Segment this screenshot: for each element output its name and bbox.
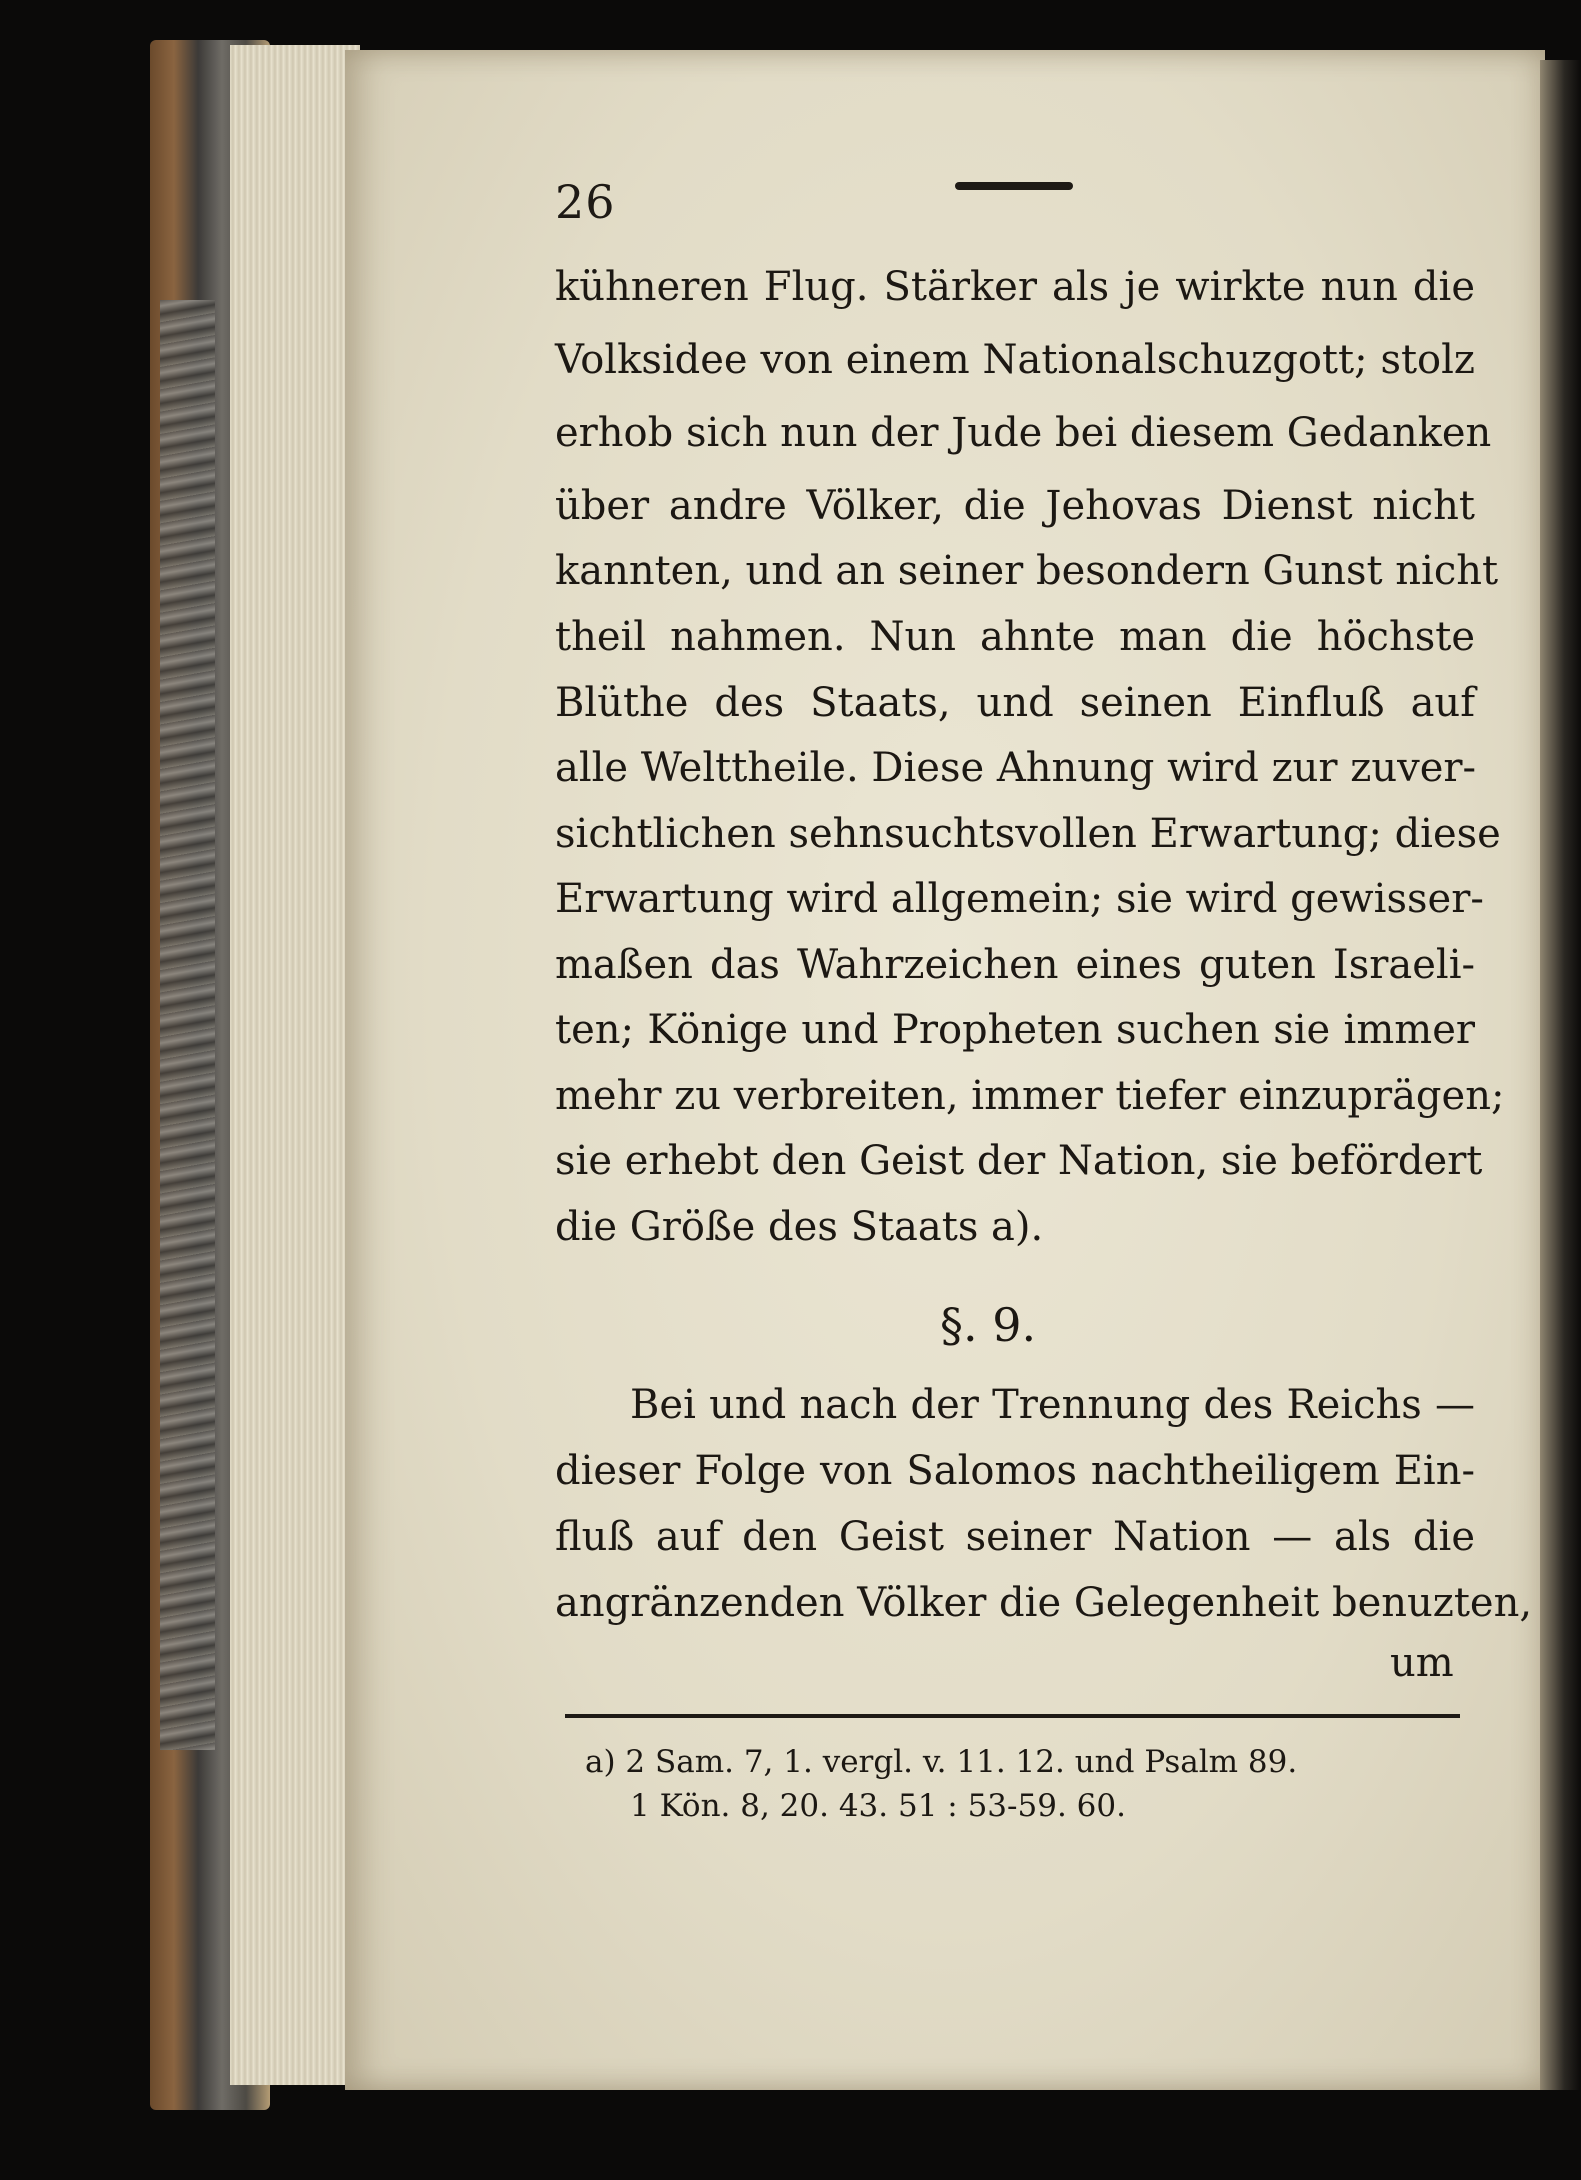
text-line: alle Welttheile. Diese Ahnung wird zur zuver- — [555, 745, 1476, 791]
text-line: theil nahmen. Nun ahnte man die höchste — [555, 614, 1475, 660]
text-line: sie erhebt den Geist der Nation, sie befördert — [555, 1138, 1483, 1184]
gutter-shadow — [1540, 60, 1581, 2090]
page-number: 26 — [555, 175, 616, 229]
text-line: angränzenden Völker die Gelegenheit benuzten, — [555, 1580, 1533, 1626]
page-stack — [230, 45, 360, 2085]
text-line: maßen das Wahrzeichen eines guten Israeli- — [555, 942, 1475, 988]
header-rule — [955, 182, 1073, 190]
text-line: kannten, und an seiner besondern Gunst nicht — [555, 548, 1499, 594]
text-line: Erwartung wird allgemein; sie wird gewisser- — [555, 876, 1484, 922]
text-line: erhob sich nun der Jude bei diesem Gedanken — [555, 410, 1492, 456]
text-line: mehr zu verbreiten, immer tiefer einzuprägen; — [555, 1073, 1505, 1119]
section-heading: §. 9. — [940, 1298, 1037, 1352]
text-line: Bei und nach der Trennung des Reichs — — [630, 1382, 1475, 1428]
footnote-line: 1 Kön. 8, 20. 43. 51 : 53-59. 60. — [630, 1788, 1126, 1824]
text-line: über andre Völker, die Jehovas Dienst nicht — [555, 483, 1475, 529]
text-line: fluß auf den Geist seiner Nation — als die — [555, 1514, 1475, 1560]
catchword: um — [1390, 1640, 1454, 1686]
marbled-cover — [160, 300, 215, 1750]
text-line: sichtlichen sehnsuchtsvollen Erwartung; diese — [555, 811, 1501, 857]
footnote-line: a) 2 Sam. 7, 1. vergl. v. 11. 12. und Psalm 89. — [585, 1744, 1298, 1780]
text-line: ten; Könige und Propheten suchen sie immer — [555, 1007, 1475, 1053]
text-line: kühneren Flug. Stärker als je wirkte nun die — [555, 264, 1475, 310]
text-line: die Größe des Staats a). — [555, 1204, 1044, 1250]
text-line: Blüthe des Staats, und seinen Einfluß auf — [555, 680, 1475, 726]
footnote-rule — [565, 1714, 1460, 1718]
text-line: dieser Folge von Salomos nachtheiligem Ein- — [555, 1448, 1475, 1494]
text-line: Volksidee von einem Nationalschuzgott; stolz — [555, 337, 1475, 383]
